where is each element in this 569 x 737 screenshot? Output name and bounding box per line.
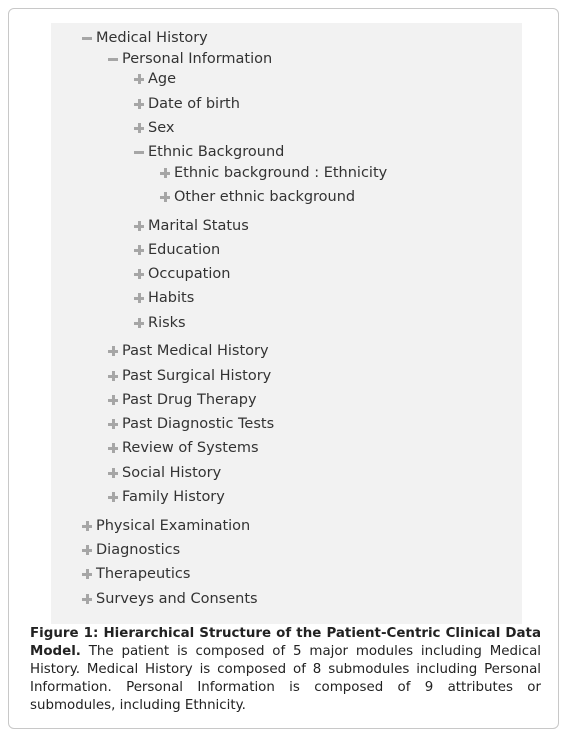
tree-node-age[interactable]	[133, 70, 176, 88]
tree-node-label: Surveys and Consents	[96, 591, 258, 607]
tree-node-label: Personal Information	[122, 51, 273, 67]
tree-node-risks[interactable]	[133, 314, 186, 332]
expand-icon[interactable]	[107, 491, 119, 503]
expand-icon[interactable]	[107, 370, 119, 382]
tree-node-other-ethnic-background[interactable]	[159, 188, 355, 206]
tree-node-occupation[interactable]	[133, 265, 230, 283]
tree-node-therapeutics[interactable]	[81, 565, 190, 583]
tree-node-label: Education	[148, 242, 221, 258]
tree-node-ethnic-background-ethnicity[interactable]	[159, 164, 387, 182]
tree-node-label: Habits	[148, 290, 195, 306]
tree-node-label: Review of Systems	[122, 440, 259, 456]
tree-node-label: Therapeutics	[96, 566, 191, 582]
tree-node-label: Date of birth	[148, 96, 240, 112]
tree-node-label: Medical History	[96, 30, 208, 46]
expand-icon[interactable]	[159, 167, 171, 179]
tree-node-past-surgical-history[interactable]	[107, 367, 271, 385]
tree-node-personal-information[interactable]	[107, 50, 272, 68]
tree-node-past-drug-therapy[interactable]	[107, 391, 257, 409]
tree-node-review-of-systems[interactable]	[107, 439, 259, 457]
expand-icon[interactable]	[133, 317, 145, 329]
tree-node-label: Past Drug Therapy	[122, 392, 257, 408]
tree-node-surveys-and-consents[interactable]	[81, 590, 258, 608]
tree-node-medical-history[interactable]	[81, 29, 208, 47]
tree-node-physical-examination[interactable]	[81, 517, 250, 535]
tree-node-label: Risks	[148, 315, 186, 331]
tree-node-ethnic-background[interactable]	[133, 143, 284, 161]
expand-icon[interactable]	[81, 520, 93, 532]
collapse-icon[interactable]	[81, 32, 93, 44]
figure-caption	[30, 625, 541, 715]
tree-node-label: Age	[148, 71, 177, 87]
tree-node-sex[interactable]	[133, 119, 174, 137]
expand-icon[interactable]	[107, 345, 119, 357]
expand-icon[interactable]	[133, 268, 145, 280]
tree-node-label: Diagnostics	[96, 542, 181, 558]
tree-node-diagnostics[interactable]	[81, 541, 180, 559]
expand-icon[interactable]	[107, 467, 119, 479]
tree-node-past-diagnostic-tests[interactable]	[107, 415, 274, 433]
tree-node-label: Sex	[148, 120, 175, 136]
tree-node-habits[interactable]	[133, 289, 194, 307]
expand-icon[interactable]	[107, 394, 119, 406]
tree-node-label: Marital Status	[148, 218, 249, 234]
tree-node-label: Past Medical History	[122, 343, 269, 359]
expand-icon[interactable]	[81, 593, 93, 605]
tree-node-label: Past Surgical History	[122, 368, 272, 384]
expand-icon[interactable]	[133, 122, 145, 134]
tree-node-date-of-birth[interactable]	[133, 95, 240, 113]
tree-node-label: Family History	[122, 489, 225, 505]
expand-icon[interactable]	[133, 98, 145, 110]
tree-node-label: Past Diagnostic Tests	[122, 416, 275, 432]
figure-frame	[8, 8, 559, 729]
tree-node-education[interactable]	[133, 241, 220, 259]
tree-node-label: Social History	[122, 465, 222, 481]
expand-icon[interactable]	[133, 292, 145, 304]
tree-node-past-medical-history[interactable]	[107, 342, 269, 360]
expand-icon[interactable]	[133, 73, 145, 85]
collapse-icon[interactable]	[107, 53, 119, 65]
expand-icon[interactable]	[107, 418, 119, 430]
expand-icon[interactable]	[81, 568, 93, 580]
figure-caption-body: The patient is composed of 5 major modules including Medical History. Medical History is composed of 8 submodules including Personal Information. Personal Information is composed of 9 attributes or submodules, including Ethnicity.	[30, 644, 541, 713]
tree-node-label: Other ethnic background	[174, 189, 356, 205]
expand-icon[interactable]	[159, 191, 171, 203]
tree-node-marital-status[interactable]	[133, 217, 249, 235]
tree-view	[51, 23, 522, 624]
expand-icon[interactable]	[81, 544, 93, 556]
expand-icon[interactable]	[107, 442, 119, 454]
expand-icon[interactable]	[133, 220, 145, 232]
tree-node-social-history[interactable]	[107, 464, 221, 482]
expand-icon[interactable]	[133, 244, 145, 256]
tree-node-label: Physical Examination	[96, 518, 251, 534]
tree-node-label: Ethnic Background	[148, 144, 285, 160]
tree-node-label: Occupation	[148, 266, 231, 282]
figure-caption-title: Figure 1: Hierarchical Structure of the Patient-Centric Clinical Data Model.	[30, 626, 541, 659]
collapse-icon[interactable]	[133, 146, 145, 158]
tree-node-family-history[interactable]	[107, 488, 225, 506]
tree-node-label: Ethnic background : Ethnicity	[174, 165, 388, 181]
